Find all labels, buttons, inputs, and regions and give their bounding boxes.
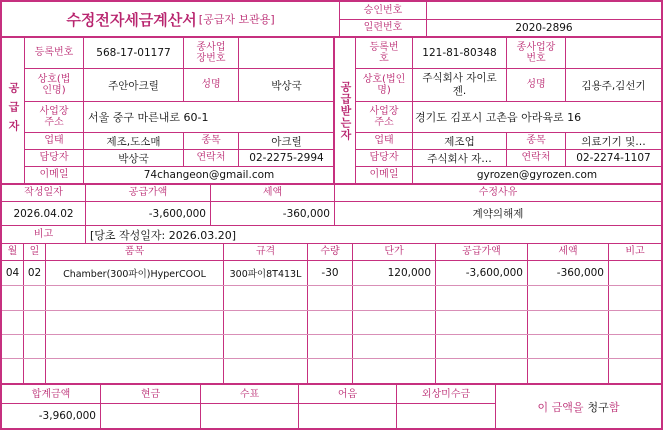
claim-text [496,385,661,428]
supplier-addr-value: 서울 중구 마른내로 60-1 [88,111,209,124]
supplier-item-value: 아크릴 [271,135,302,148]
supplier-addr-label: 사업장주소 [39,105,69,128]
date-value: 2026.04.02 [13,207,74,220]
supplier-rep-value: 박상국 [271,79,302,92]
supplier-phone-value: 02-2275-2994 [249,152,324,164]
supplier-side-label [2,38,24,183]
row-price: 120,000 [387,267,431,279]
buyer-item-value: 의료기기 및… [581,135,646,148]
claim-prefix: 이 금액을 [537,400,584,414]
buyer-reg-label: 등록번호 [369,41,399,64]
buyer-branch-label: 종사업장번호 [516,41,556,64]
reason-value: 계약의해제 [472,208,524,220]
supplier-biz-label: 업태 [44,135,64,147]
col-qty: 수량 [320,246,340,258]
invoice-title [2,2,339,36]
supplier-branch-label: 종사업장번호 [196,41,226,64]
tax-label: 세액 [262,187,283,199]
buyer-side-text: 공급받는자 [339,80,352,141]
row-item-name: Chamber(300파이)HyperCOOL [63,269,206,280]
buyer-name-label: 상호(법인명) [362,73,406,96]
serial-value: 2020-2896 [515,22,573,34]
total-value: -3,960,000 [38,410,96,422]
remark-value: [당초 작성일자: 2026.03.20] [90,228,237,242]
row-note [609,261,661,285]
buyer-phone-label: 연락처 [521,152,551,164]
buyer-addr-label: 사업장주소 [369,105,399,128]
supplier-reg-label: 등록번호 [34,47,74,59]
supplier-contact-value: 박상국 [118,152,149,165]
col-price: 단가 [384,246,404,258]
col-note: 비고 [625,246,645,258]
row-qty: -30 [321,267,339,279]
row-supply: -3,600,000 [465,267,523,279]
buyer-contact-label: 담당자 [369,152,399,164]
total-label: 합계금액 [31,388,71,400]
supplier-branch-value [239,38,334,68]
buyer-reg-value: 121-81-80348 [422,47,497,59]
buyer-phone-value: 02-2274-1107 [576,152,651,164]
supply-value: -3,600,000 [148,207,206,220]
remark-label: 비고 [33,228,54,240]
supplier-name-label: 상호(법인명) [37,73,71,96]
buyer-email-value: gyrozen@gyrozen.com [476,169,598,181]
col-month: 월 [7,246,18,258]
supplier-contact-label: 담당자 [39,152,69,164]
supply-label: 공급가액 [128,187,168,199]
bill-value [299,404,396,428]
buyer-item-label: 종목 [526,135,546,147]
buyer-side-label [335,38,355,183]
row-day: 02 [27,267,42,279]
row-spec: 300파이8T413L [229,269,302,280]
buyer-branch-value [566,38,661,68]
credit-value [397,404,495,428]
row-month: 04 [5,267,20,279]
supplier-rep-label: 성명 [201,79,221,91]
supplier-biz-value: 제조,도소매 [106,135,161,148]
col-item: 품목 [124,246,145,258]
check-label: 수표 [239,388,260,400]
buyer-contact-value: 주식회사 자… [427,152,492,165]
supplier-email-label: 이메일 [39,169,69,181]
buyer-biz-label: 업태 [374,135,394,147]
buyer-rep-value: 김용주,김선기 [581,79,646,92]
col-day: 일 [29,246,40,258]
buyer-name-value: 주식회사 자이로젠. [422,71,497,97]
claim-suffix: 함 [608,400,620,414]
cash-value [101,404,200,428]
title-main: 수정전자세금계산서 [66,10,197,29]
check-value [201,404,298,428]
serial-label: 일련번호 [363,22,403,34]
col-spec: 규격 [255,246,276,258]
buyer-addr-value: 경기도 김포시 고촌읍 아라육로 16 [415,111,582,124]
buyer-biz-value: 제조업 [444,135,475,148]
supplier-email-value: 74changeon@gmail.com [143,169,275,181]
title-sub: [공급자 보관용] [198,13,275,26]
reason-label: 수정사유 [478,187,518,199]
supplier-name-value: 주안아크릴 [108,79,159,92]
approval-label: 승인번호 [363,4,403,16]
claim-word: 청구 [587,400,609,414]
buyer-email-label: 이메일 [369,169,399,181]
approval-value [427,2,661,19]
supplier-reg-value: 568-17-01177 [96,47,171,59]
row-tax: -360,000 [556,267,604,279]
tax-value: -360,000 [282,207,330,220]
col-supply: 공급가액 [462,246,501,258]
supplier-item-label: 종목 [201,135,221,147]
bill-label: 어음 [337,388,358,400]
date-label: 작성일자 [24,187,63,199]
credit-label: 외상미수금 [421,388,471,400]
supplier-phone-label: 연락처 [196,152,226,164]
supplier-side-text: 공급자 [7,82,20,139]
buyer-rep-label: 성명 [526,79,546,91]
col-tax: 세액 [558,246,578,258]
cash-label: 현금 [140,388,161,400]
